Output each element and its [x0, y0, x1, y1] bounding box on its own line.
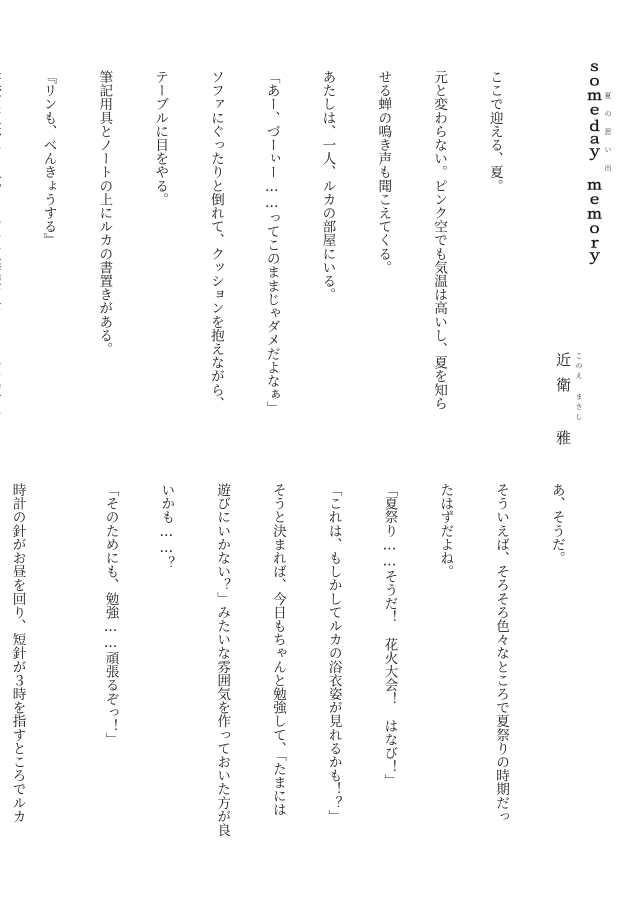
upper-text-block — [0, 70, 541, 445]
text-line: そういえば、そろそろ色々なところで夏祭りの時期だっ — [493, 483, 510, 823]
text-line: 「夏祭り……そうだ！ 花火大会！ はなび！」 — [381, 483, 398, 787]
text-line: ソファにぐったりと倒れて、クッションを抱えながら、 — [207, 70, 224, 410]
text-line: ここで迎える、夏。 — [486, 70, 503, 193]
text-line: あ、そうだ。 — [548, 483, 565, 565]
text-line: せる蝉の鳴き声も聞こえてくる。 — [375, 70, 392, 274]
text-line: テーブルに目をやる。 — [152, 70, 169, 206]
text-line: 「あー、づーぃー……ってこのままじゃダメだよなぁ」 — [263, 70, 280, 415]
story-title: ｓｏｍｅｄａｙ ｍｅｍｏｒｙ — [585, 60, 602, 266]
author-ruby: このえ まさし — [575, 352, 583, 423]
text-line: 「これは、もしかしてルカの浴衣姿が見れるかも！？」 — [325, 483, 342, 823]
text-line: 時計の針がお昼を回り、短針が３時を指すところでルカ — [9, 483, 26, 823]
text-line — [0, 70, 2, 445]
author-name: 近衛 雅 — [554, 352, 572, 455]
text-line: 「そのためにも、勉強……頑張るぞっ！」 — [102, 483, 119, 747]
text-line: 元と変わらない。ピンク空でも気温は高いし、夏を知ら — [431, 70, 448, 410]
text-line: たはずだよね。 — [437, 483, 454, 579]
text-line: あたしは、一人、ルカの部屋にいる。 — [319, 70, 336, 302]
text-line: 筆記用具とノートの上にルカの書置きがある。 — [96, 70, 113, 356]
text-line: 遊びにいかない？」みたいな雰囲気を作っておいた方が良 — [214, 483, 231, 837]
text-line: 『リンも、べんきょうする』 — [40, 70, 57, 247]
lower-text-block — [0, 483, 603, 863]
text-line: いかも……？ — [158, 483, 175, 570]
text-line: そうと決まれば、今日もちゃんと勉強して、「たまには — [269, 483, 286, 817]
story-title-ruby: 夏の思い出 — [604, 92, 612, 182]
